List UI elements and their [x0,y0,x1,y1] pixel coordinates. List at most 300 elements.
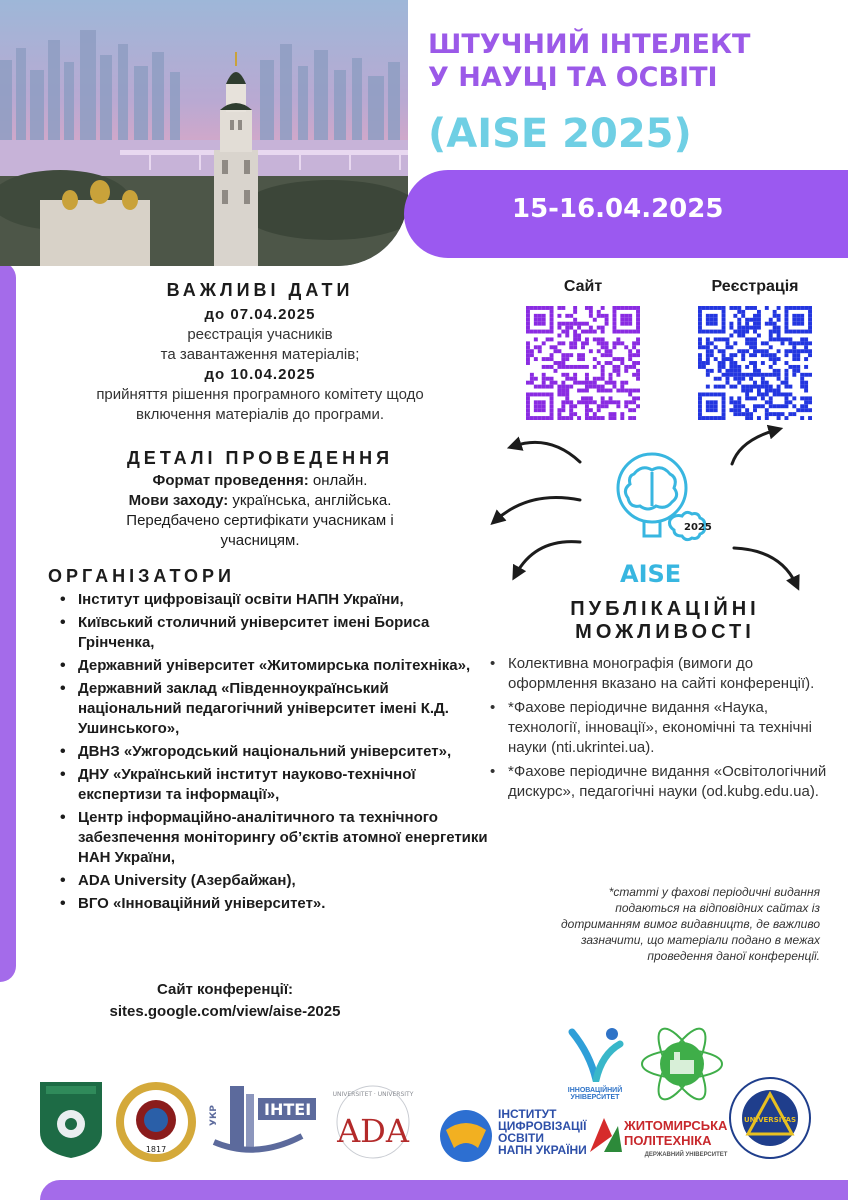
qr-module [557,385,561,389]
qr-module [757,404,761,408]
qr-module [628,400,632,404]
qr-module [542,408,546,412]
qr-module [749,373,753,377]
qr-module [741,310,745,314]
aise-logo-text: AISE [620,560,682,588]
qr-module [761,341,765,345]
qr-module [773,330,777,334]
qr-module [749,389,753,393]
qr-module [769,337,773,341]
format-line [40,471,480,491]
qr-module [612,400,616,404]
qr-module [718,330,722,334]
qr-module [706,318,710,322]
qr-module [753,306,757,310]
qr-module [706,345,710,349]
qr-module [761,404,765,408]
qr-module [733,385,737,389]
qr-module [605,353,609,357]
organizer-item: • ADA University (Азербайжан), [56,871,496,891]
qr-module [757,322,761,326]
qr-module [609,400,613,404]
qr-module [710,369,714,373]
qr-module [632,365,636,369]
qr-module [710,392,714,396]
qr-module [534,337,538,341]
publications-note: *статті у фахові періодичні видання подаються на відповідних сайтах із дотриманням вимог видавництв, де важливо зазначити, що матеріали подано в межах проведення даної конференції. [561,885,820,963]
qr-module [526,349,530,353]
qr-module [796,353,800,357]
qr-module [620,361,624,365]
qr-module [628,322,632,326]
iitlt-line-1: ІНСТИТУТ [498,1107,557,1121]
qr-module [706,357,710,361]
qr-module [741,330,745,334]
pdpu-logo [114,1080,198,1164]
qr-module [597,341,601,345]
qr-module [726,381,730,385]
event-details-section [40,448,480,551]
qr-module [784,310,788,314]
qr-module [546,365,550,369]
qr-module [788,385,792,389]
qr-module [585,306,589,310]
ada-ring-text: UNIVERSITET · UNIVERSITY [332,1091,414,1098]
organizer-item: • Центр інформаційно-аналітичного та технічного забезпечення моніторингу об’єктів атомної енергетики НАН України, [56,808,496,868]
qr-module [706,408,710,412]
qr-module [796,365,800,369]
qr-module [722,337,726,341]
qr-module [573,322,577,326]
atomic-center-logo [640,1022,724,1106]
qr-module [698,310,702,314]
qr-module [581,345,585,349]
qr-module [722,361,726,365]
qr-module [777,326,781,330]
qr-module [569,404,573,408]
qr-module [636,337,640,341]
site-qr-code[interactable] [526,306,640,420]
qr-module [526,310,530,314]
qr-module [573,330,577,334]
qr-module [550,318,554,322]
qr-module [773,412,777,416]
qr-module [718,369,722,373]
arrow-left [496,498,580,521]
qr-module [753,314,757,318]
qr-module [733,408,737,412]
qr-module [573,381,577,385]
qr-module [597,326,601,330]
qr-module [601,306,605,310]
qr-module [777,377,781,381]
qr-module [722,365,726,369]
qr-module [597,349,601,353]
qr-module [788,306,792,310]
qr-module [706,337,710,341]
registration-qr-code[interactable] [698,306,812,420]
qr-module [773,361,777,365]
qr-module [550,385,554,389]
qr-module [636,369,640,373]
qr-module [557,361,561,365]
qr-module [620,385,624,389]
qr-module [737,326,741,330]
qr-module [761,396,765,400]
qr-module [737,373,741,377]
qr-module [605,345,609,349]
qr-module [718,306,722,310]
qr-module [565,322,569,326]
qr-module [601,337,605,341]
qr-module [628,389,632,393]
details-heading: ДЕТАЛІ ПРОВЕДЕННЯ [126,448,394,468]
qr-module [718,377,722,381]
qr-module [769,334,773,338]
qr-module [729,373,733,377]
qr-module [733,404,737,408]
qr-module [749,396,753,400]
qr-module [788,392,792,396]
qr-module [601,385,605,389]
qr-module [569,322,573,326]
qr-module [777,369,781,373]
qr-module [616,306,620,310]
qr-module [733,377,737,381]
qr-module [557,322,561,326]
qr-module [784,385,788,389]
qr-module [616,337,620,341]
qr-module [581,322,585,326]
qr-module [534,357,538,361]
qr-module [550,377,554,381]
qr-module [546,306,550,310]
qr-module [784,349,788,353]
qr-module [769,330,773,334]
qr-module [593,377,597,381]
qr-module [561,389,565,393]
qr-module [800,408,804,412]
qr-module [698,337,702,341]
iitlt-line-4: НАПН УКРАЇНИ [498,1143,587,1157]
qr-module [612,341,616,345]
qr-module [601,396,605,400]
qr-module [722,349,726,353]
qr-module [722,400,726,404]
qr-module [784,314,788,318]
qr-module [718,392,722,396]
qr-module [557,412,561,416]
qr-module [577,326,581,330]
qr-module [534,385,538,389]
qr-module [550,310,554,314]
qr-module [745,412,749,416]
arrow-up-right [732,430,776,464]
qr-module [796,357,800,361]
qr-module [757,369,761,373]
qr-module [757,349,761,353]
qr-module [561,400,565,404]
qr-module [784,373,788,377]
qr-module [706,369,710,373]
publication-item: • *Фахове періодичне видання «Освітологічний дискурс», педагогічні науки (od.kubg.edu.ua). [490,762,830,802]
qr-module [620,341,624,345]
qr-module [702,392,706,396]
qr-module [620,389,624,393]
qr-module [761,381,765,385]
qr-module [784,392,788,396]
qr-module [612,306,616,310]
qr-module [526,322,530,326]
qr-module [706,330,710,334]
qr-module [526,412,530,416]
qr-module [777,337,781,341]
organizer-item: • ВГО «Інноваційний університет». [56,894,496,914]
qr-module [765,389,769,393]
qr-module [620,318,624,322]
qr-module [706,349,710,353]
qr-module [577,334,581,338]
qr-module [601,404,605,408]
qr-module [769,412,773,416]
qr-module [557,392,561,396]
qr-module [632,361,636,365]
qr-module [601,400,605,404]
qr-module [565,330,569,334]
kyiv-panorama-photo [0,0,408,266]
qr-module [636,377,640,381]
qr-module [757,326,761,330]
qr-module [745,341,749,345]
qr-module [757,385,761,389]
qr-module [597,377,601,381]
qr-module [593,381,597,385]
qr-module [796,408,800,412]
qr-module [534,404,538,408]
qr-module [773,369,777,373]
qr-module [526,326,530,330]
qr-module [698,345,702,349]
qr-module [800,322,804,326]
qr-module [565,400,569,404]
qr-module [550,400,554,404]
qr-module [769,357,773,361]
atom-icon [640,1022,724,1106]
qr-module [737,322,741,326]
qr-module [616,373,620,377]
qr-module [792,369,796,373]
qr-module [777,373,781,377]
qr-module [698,314,702,318]
qr-module [569,400,573,404]
qr-module [714,345,718,349]
innovative-university-text: ІННОВАЦІЙНИЙ УНІВЕРСИТЕТ [567,1087,623,1101]
qr-module [804,389,808,393]
qr-module [792,345,796,349]
qr-module [612,365,616,369]
qr-module [769,353,773,357]
qr-module [808,408,812,412]
qr-module [769,322,773,326]
qr-module [753,381,757,385]
qr-module [737,369,741,373]
qr-module [616,369,620,373]
languages-value: українська, англійська. [228,492,392,509]
qr-module [745,337,749,341]
qr-module [620,314,624,318]
qr-module [773,357,777,361]
qr-module [616,357,620,361]
qr-module [636,330,640,334]
qr-module [577,357,581,361]
ukrintei-emblem-icon [206,1080,318,1164]
qr-module [765,322,769,326]
qr-module [601,369,605,373]
qr-module [714,318,718,322]
qr-module [773,326,777,330]
qr-module [749,318,753,322]
deadline-1-text-line-2: та завантаження матеріалів; [160,346,360,363]
qr-module [808,349,812,353]
qr-module [620,357,624,361]
qr-module [526,381,530,385]
qr-module [636,373,640,377]
qr-module [628,318,632,322]
qr-module [577,353,581,357]
qr-module [597,389,601,393]
qr-module [749,412,753,416]
qr-module [714,377,718,381]
qr-module [616,341,620,345]
qr-module [749,326,753,330]
conference-site-url[interactable]: sites.google.com/view/aise-2025 [109,1003,341,1020]
pdpu-emblem-icon [114,1080,198,1164]
qr-module [777,349,781,353]
qr-module [733,314,737,318]
qr-module [573,365,577,369]
qr-module [808,396,812,400]
qr-module [624,345,628,349]
qr-module [745,318,749,322]
qr-module [722,326,726,330]
qr-module [589,349,593,353]
qr-module [800,373,804,377]
qr-module [561,353,565,357]
organizers-heading: ОРГАНІЗАТОРИ [48,566,235,586]
qr-module [737,330,741,334]
qr-module [741,314,745,318]
conference-acronym: (AISE 2025) [428,111,692,157]
qr-module [714,330,718,334]
qr-module [624,404,628,408]
qr-module [777,306,781,310]
qr-module [745,330,749,334]
qr-module [757,373,761,377]
qr-module [769,396,773,400]
organizer-item: • Державний заклад «Південноукраїнський національний педагогічний університет імені К.Д. Ушинського», [56,679,496,739]
title-line-1: ШТУЧНИЙ ІНТЕЛЕКТ [428,29,751,60]
qr-module [761,361,765,365]
qr-module [729,369,733,373]
qr-module [565,385,569,389]
qr-module [784,377,788,381]
qr-module [585,400,589,404]
qr-module [749,361,753,365]
qr-module [601,326,605,330]
qr-module [749,377,753,381]
qr-module [605,361,609,365]
qr-module [745,365,749,369]
qr-module [788,412,792,416]
ada-text: ADA [337,1112,409,1150]
qr-module [636,389,640,393]
qr-module [710,349,714,353]
bottom-decorative-bar [40,1180,848,1200]
qr-module [761,392,765,396]
qr-module [737,408,741,412]
qr-module [632,345,636,349]
qr-module [538,404,542,408]
qr-module [737,306,741,310]
qr-module [526,392,530,396]
iitlt-logo-text [498,1108,587,1156]
qr-module [804,349,808,353]
qr-module [710,318,714,322]
qr-module [577,389,581,393]
qr-module [526,353,530,357]
qr-module [597,408,601,412]
ukrintei-prefix: УКР [209,1105,219,1126]
qr-module [557,349,561,353]
qr-module [745,373,749,377]
qr-module [550,365,554,369]
qr-module [781,381,785,385]
qr-module [792,322,796,326]
qr-module [702,345,706,349]
qr-module [569,341,573,345]
qr-module [526,318,530,322]
qr-module [753,369,757,373]
zhytomyr-line-1: ЖИТОМИРСЬКА [624,1118,728,1133]
qr-module [800,318,804,322]
qr-module [773,337,777,341]
qr-module [565,389,569,393]
qr-module [733,353,737,357]
qr-module [714,408,718,412]
qr-module [722,412,726,416]
qr-module [554,345,558,349]
qr-module [769,365,773,369]
organizer-item: • Державний університет «Житомирська політехніка», [56,656,496,676]
qr-module [800,306,804,310]
qr-module [773,322,777,326]
qr-module [745,326,749,330]
qr-module [597,310,601,314]
qr-module [577,381,581,385]
qr-module [601,389,605,393]
qr-module [593,318,597,322]
qr-module [753,326,757,330]
qr-module [628,353,632,357]
qr-module [714,357,718,361]
qr-module [784,337,788,341]
qr-module [729,306,733,310]
qr-module [561,330,565,334]
qr-module [781,404,785,408]
qr-module [612,330,616,334]
qr-module [538,306,542,310]
qr-module [542,400,546,404]
